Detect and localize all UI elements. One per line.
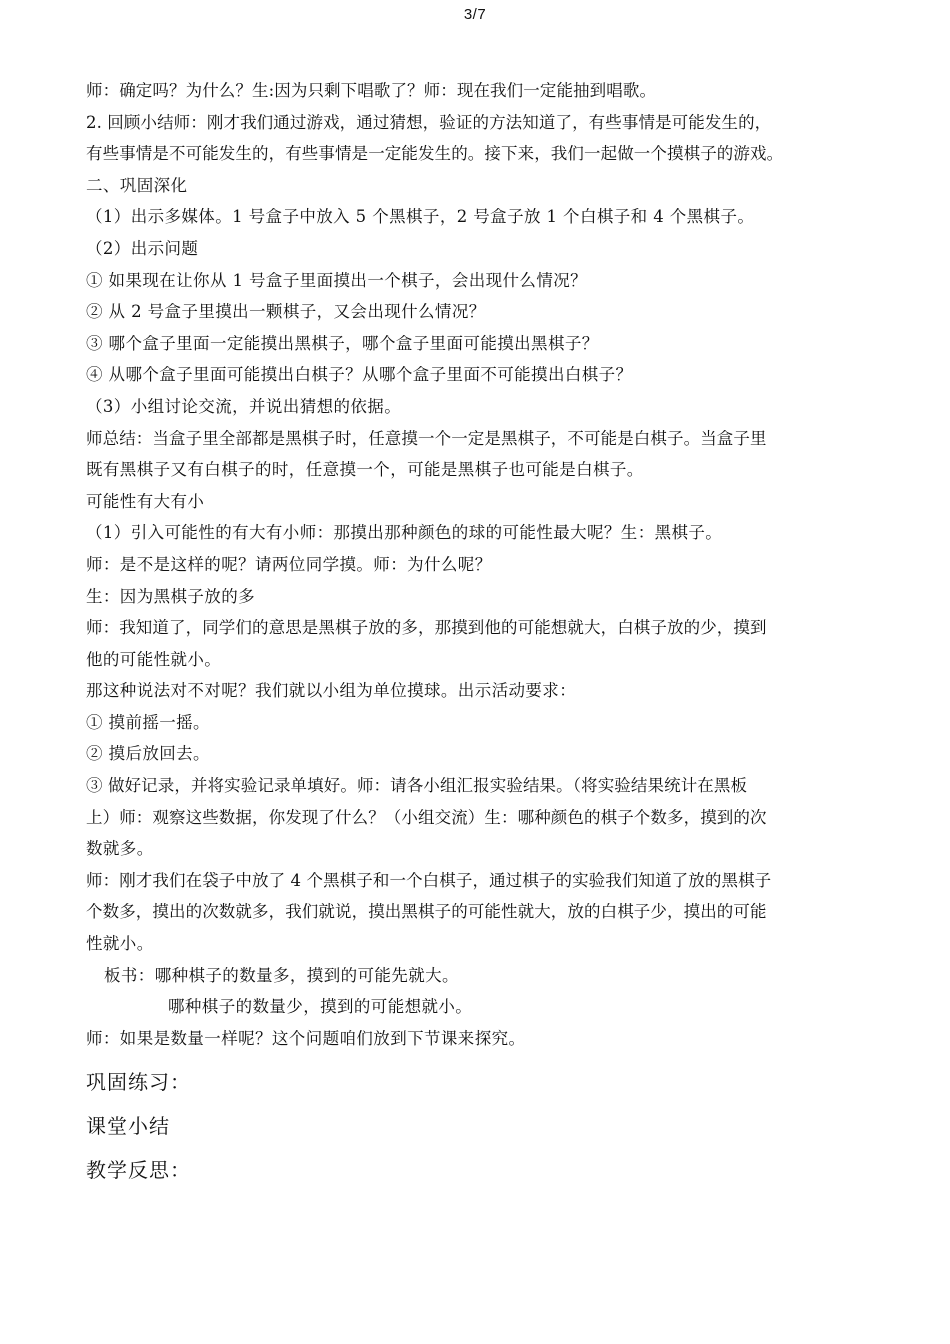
text-line: 师：是不是这样的呢？请两位同学摸。师：为什么呢？ bbox=[86, 554, 492, 574]
text-line: 个数多，摸出的次数就多，我们就说，摸出黑棋子的可能性就大，放的白棋子少，摸出的可能 bbox=[86, 902, 767, 922]
heading-summary: 课堂小结 bbox=[86, 1114, 170, 1139]
text-line: 数就多。 bbox=[86, 839, 154, 859]
text-line: （2）出示问题 bbox=[86, 238, 199, 258]
text-line: 既有黑棋子又有白棋子的时，任意摸一个，可能是黑棋子也可能是白棋子。 bbox=[86, 460, 644, 480]
requirement-item: ② 摸后放回去。 bbox=[86, 744, 210, 764]
heading-reflection: 教学反思： bbox=[86, 1158, 191, 1183]
text-line: 师：确定吗？为什么？生:因为只剩下唱歌了？师：现在我们一定能抽到唱歌。 bbox=[86, 81, 657, 100]
question-item: ② 从 2 号盒子里摸出一颗棋子，又会出现什么情况？ bbox=[86, 302, 486, 322]
text-line: 上）师：观察这些数据，你发现了什么？（小组交流）生：哪种颜色的棋子个数多，摸到的次 bbox=[86, 807, 767, 827]
text-line: （1）出示多媒体。1 号盒子中放入 5 个黑棋子，2 号盒子放 1 个白棋子和 4 个黑棋子。 bbox=[86, 207, 755, 227]
text-line: 那这种说法对不对呢？我们就以小组为单位摸球。出示活动要求： bbox=[86, 681, 577, 701]
text-line: 性就小。 bbox=[86, 934, 154, 954]
heading-practice: 巩固练习： bbox=[86, 1070, 191, 1095]
page-number: 3/7 bbox=[463, 6, 487, 23]
requirement-item: ① 摸前摇一摇。 bbox=[86, 712, 210, 732]
question-item: ④ 从哪个盒子里面可能摸出白棋子？从哪个盒子里面不可能摸出白棋子？ bbox=[86, 365, 633, 385]
text-line: （3）小组讨论交流，并说出猜想的依据。 bbox=[86, 396, 402, 416]
section-title: 二、巩固深化 bbox=[86, 175, 188, 195]
requirement-item: ③ 做好记录，并将实验记录单填好。师：请各小组汇报实验结果。（将实验结果统计在黑板 bbox=[86, 776, 748, 796]
document-body bbox=[86, 75, 886, 1192]
text-line: 师：如果是数量一样呢？这个问题咱们放到下节课来探究。 bbox=[86, 1028, 526, 1048]
text-line: 生：因为黑棋子放的多 bbox=[86, 586, 255, 606]
text-line: 他的可能性就小。 bbox=[86, 649, 222, 669]
blackboard-line: 板书：哪种棋子的数量多，摸到的可能先就大。 bbox=[104, 965, 459, 985]
question-item: ① 如果现在让你从 1 号盒子里面摸出一个棋子，会出现什么情况？ bbox=[86, 270, 588, 290]
text-line: 师：刚才我们在袋子中放了 4 个黑棋子和一个白棋子，通过棋子的实验我们知道了放的黑棋子 bbox=[86, 870, 772, 890]
text-line: 2. 回顾小结师：刚才我们通过游戏，通过猜想，验证的方法知道了，有些事情是可能发生的， bbox=[86, 112, 772, 132]
blackboard-line: 哪种棋子的数量少，摸到的可能想就小。 bbox=[168, 997, 473, 1017]
text-line: 有些事情是不可能发生的，有些事情是一定能发生的。接下来，我们一起做一个摸棋子的游戏。 bbox=[86, 144, 784, 164]
question-item: ③ 哪个盒子里面一定能摸出黑棋子，哪个盒子里面可能摸出黑棋子？ bbox=[86, 333, 599, 353]
text-line: （1）引入可能性的有大有小师：那摸出那种颜色的球的可能性最大呢？生：黑棋子。 bbox=[86, 523, 723, 543]
text-line: 师：我知道了，同学们的意思是黑棋子放的多，那摸到他的可能想就大，白棋子放的少，摸到 bbox=[86, 618, 767, 638]
text-line: 师总结：当盒子里全部都是黑棋子时，任意摸一个一定是黑棋子，不可能是白棋子。当盒子里 bbox=[86, 428, 767, 448]
section-title: 可能性有大有小 bbox=[86, 491, 205, 511]
